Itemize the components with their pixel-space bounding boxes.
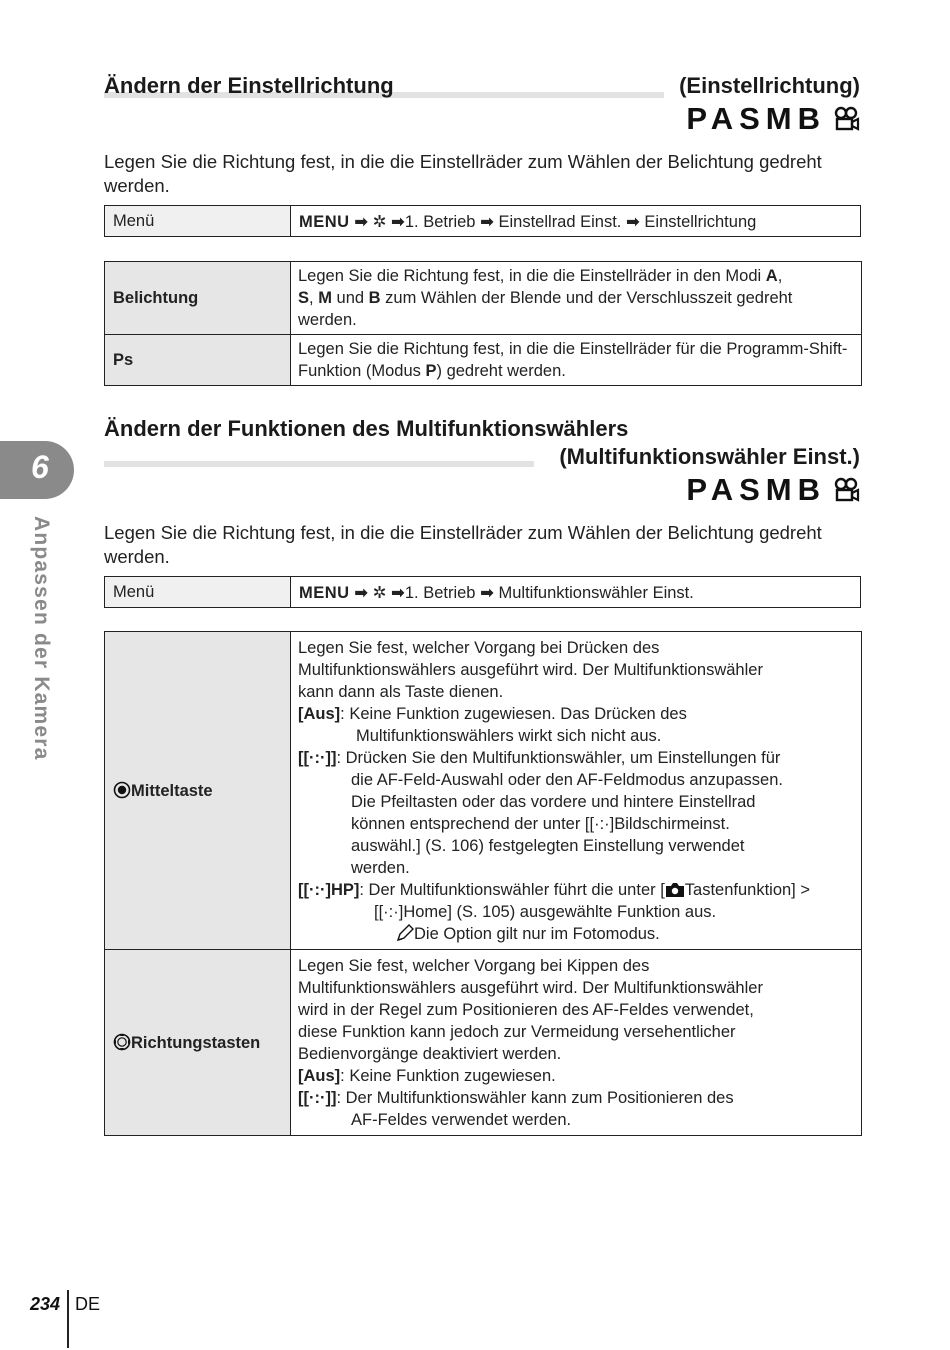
row-text: AF-Feldes verwendet werden. bbox=[351, 1111, 572, 1129]
section1-modes bbox=[686, 101, 860, 137]
menu-word: MENU bbox=[299, 213, 350, 231]
option-aus bbox=[298, 1065, 854, 1087]
row-text: diese Funktion kann jedoch zur Vermeidung versehentlicher bbox=[298, 1023, 736, 1041]
footer-divider bbox=[67, 1290, 69, 1348]
row-key bbox=[105, 950, 291, 1136]
mode-p: P bbox=[425, 362, 437, 380]
row-text: , bbox=[309, 289, 319, 307]
option-hp bbox=[298, 879, 854, 901]
row-text: zum Wählen der Blende und der Verschlusszeit gedreht werden. bbox=[298, 289, 793, 329]
mode-m: M bbox=[318, 289, 332, 307]
row-text: [[·:·]Home] (S. 105) ausgewählte Funktion aus. bbox=[374, 903, 717, 921]
section1-title: Ändern der Einstellrichtung bbox=[104, 73, 394, 98]
option-tag: [[·:·]HP] bbox=[298, 881, 360, 899]
row-text: Die Option gilt nur im Fotomodus. bbox=[414, 925, 660, 943]
mode-a: A bbox=[765, 267, 778, 285]
arrow-right-icon: ➡ bbox=[391, 584, 405, 602]
option-af bbox=[298, 747, 854, 769]
row-text: Legen Sie fest, welcher Vorgang bei Kippen des bbox=[298, 957, 650, 975]
row-text: auswähl.] (S. 106) festgelegten Einstellung verwendet bbox=[351, 837, 745, 855]
section2-intro: Legen Sie die Richtung fest, in die die Einstellräder zum Wählen der Belichtung gedreht werden. bbox=[104, 522, 822, 567]
section1-menu-path bbox=[104, 205, 861, 237]
note-line bbox=[298, 923, 854, 945]
row-text: , bbox=[777, 267, 783, 285]
mode-letters: PASMB bbox=[686, 101, 826, 136]
section1-title-right: (Einstellrichtung) bbox=[679, 73, 860, 98]
row-text: : Der Multifunktionswähler führt die unter [ bbox=[359, 881, 665, 899]
row-text: Legen Sie die Richtung fest, in die die Einstellräder für die Programm-Shift-Funktion (Modus bbox=[298, 340, 848, 380]
chapter-label: Anpassen der Kamera bbox=[30, 516, 53, 761]
section2-settings-table bbox=[104, 631, 862, 1136]
mode-letters: PASMB bbox=[686, 472, 826, 507]
row-key: Ps bbox=[105, 335, 291, 386]
menu-path-step3: Einstellrichtung bbox=[644, 213, 757, 231]
heading-rule bbox=[104, 461, 534, 467]
chapter-number: 6 bbox=[31, 449, 49, 485]
row-text: : Der Multifunktionswähler kann zum Positionieren des bbox=[336, 1089, 734, 1107]
menu-path-step2: Einstellrad Einst. bbox=[498, 213, 622, 231]
row-text: Multifunktionswählers ausgeführt wird. Der Multifunktionswähler bbox=[298, 979, 763, 997]
option-tag: [[·:·]] bbox=[298, 749, 337, 767]
option-af bbox=[298, 1087, 854, 1109]
row-text: : Keine Funktion zugewiesen. Das Drücken des bbox=[340, 705, 687, 723]
menu-path-step1: 1. Betrieb bbox=[404, 584, 476, 602]
row-text: Die Pfeiltasten oder das vordere und hintere Einstellrad bbox=[351, 793, 756, 811]
mode-b: B bbox=[368, 289, 381, 307]
arrow-right-icon: ➡ bbox=[354, 584, 369, 602]
movie-camera-icon bbox=[832, 476, 860, 504]
row-key: Belichtung bbox=[105, 262, 291, 335]
row-text: Legen Sie die Richtung fest, in die die Einstellräder in den Modi bbox=[298, 267, 766, 285]
gear-icon: ✲ bbox=[372, 213, 387, 231]
menu-label: Menü bbox=[105, 577, 291, 607]
menu-path-step2: Multifunktionswähler Einst. bbox=[498, 584, 694, 602]
page-number: 234 bbox=[30, 1294, 61, 1314]
dial-arrows-icon bbox=[113, 1033, 131, 1051]
menu-word: MENU bbox=[299, 584, 350, 602]
row-text: Multifunktionswählers ausgeführt wird. Der Multifunktionswähler bbox=[298, 661, 763, 679]
table-row bbox=[105, 950, 862, 1136]
movie-camera-icon bbox=[832, 105, 860, 133]
section2-modes bbox=[686, 472, 860, 508]
row-text: kann dann als Taste dienen. bbox=[298, 683, 504, 701]
row-key-label: Richtungstasten bbox=[131, 1033, 261, 1052]
row-text: Multifunktionswählers wirkt sich nicht aus. bbox=[356, 727, 662, 745]
row-text: wird in der Regel zum Positionieren des AF-Feldes verwendet, bbox=[298, 1001, 754, 1019]
menu-path-step1: 1. Betrieb bbox=[404, 213, 476, 231]
mode-s: S bbox=[298, 289, 310, 307]
camera-icon bbox=[665, 882, 685, 898]
arrow-right-icon: ➡ bbox=[391, 213, 405, 231]
gear-icon: ✲ bbox=[372, 584, 387, 602]
section2-title: Ändern der Funktionen des Multifunktionswählers bbox=[104, 416, 629, 441]
menu-label: Menü bbox=[105, 206, 291, 236]
option-tag: [Aus] bbox=[298, 705, 341, 723]
language-code: DE bbox=[75, 1294, 101, 1314]
option-tag: [[·:·]] bbox=[298, 1089, 337, 1107]
row-text: werden. bbox=[351, 859, 410, 877]
row-value bbox=[291, 632, 862, 950]
row-key-label: Mitteltaste bbox=[131, 781, 213, 800]
row-text: ) gedreht werden. bbox=[436, 362, 566, 380]
table-row bbox=[105, 335, 862, 386]
pen-note-icon bbox=[396, 924, 414, 942]
row-text: die AF-Feld-Auswahl oder den AF-Feldmodus anzupassen. bbox=[351, 771, 783, 789]
option-tag: [Aus] bbox=[298, 1067, 341, 1085]
section1-intro: Legen Sie die Richtung fest, in die die Einstellräder zum Wählen der Belichtung gedreht werden. bbox=[104, 151, 822, 196]
row-text: Tastenfunktion] > bbox=[684, 881, 810, 899]
table-row bbox=[105, 632, 862, 950]
arrow-right-icon: ➡ bbox=[354, 213, 369, 231]
menu-path bbox=[291, 577, 860, 607]
row-value bbox=[291, 262, 862, 335]
row-key bbox=[105, 632, 291, 950]
row-value bbox=[291, 950, 862, 1136]
table-row bbox=[105, 262, 862, 335]
menu-path bbox=[291, 206, 860, 236]
row-text: : Drücken Sie den Multifunktionswähler, um Einstellungen für bbox=[336, 749, 781, 767]
row-text: : Keine Funktion zugewiesen. bbox=[340, 1067, 556, 1085]
section2-title-right: (Multifunktionswähler Einst.) bbox=[559, 444, 860, 469]
arrow-right-icon: ➡ bbox=[625, 213, 640, 231]
section1-settings-table bbox=[104, 261, 862, 386]
arrow-right-icon: ➡ bbox=[480, 584, 494, 602]
option-aus bbox=[298, 703, 854, 725]
dial-center-icon bbox=[113, 781, 131, 799]
row-text: können entsprechend der unter [[·:·]Bildschirmeinst. bbox=[351, 815, 730, 833]
row-text: Legen Sie fest, welcher Vorgang bei Drücken des bbox=[298, 639, 660, 657]
row-text: Bedienvorgänge deaktiviert werden. bbox=[298, 1045, 562, 1063]
row-value bbox=[291, 335, 862, 386]
section2-menu-path bbox=[104, 576, 861, 608]
row-text: und bbox=[331, 289, 369, 307]
arrow-right-icon: ➡ bbox=[480, 213, 494, 231]
